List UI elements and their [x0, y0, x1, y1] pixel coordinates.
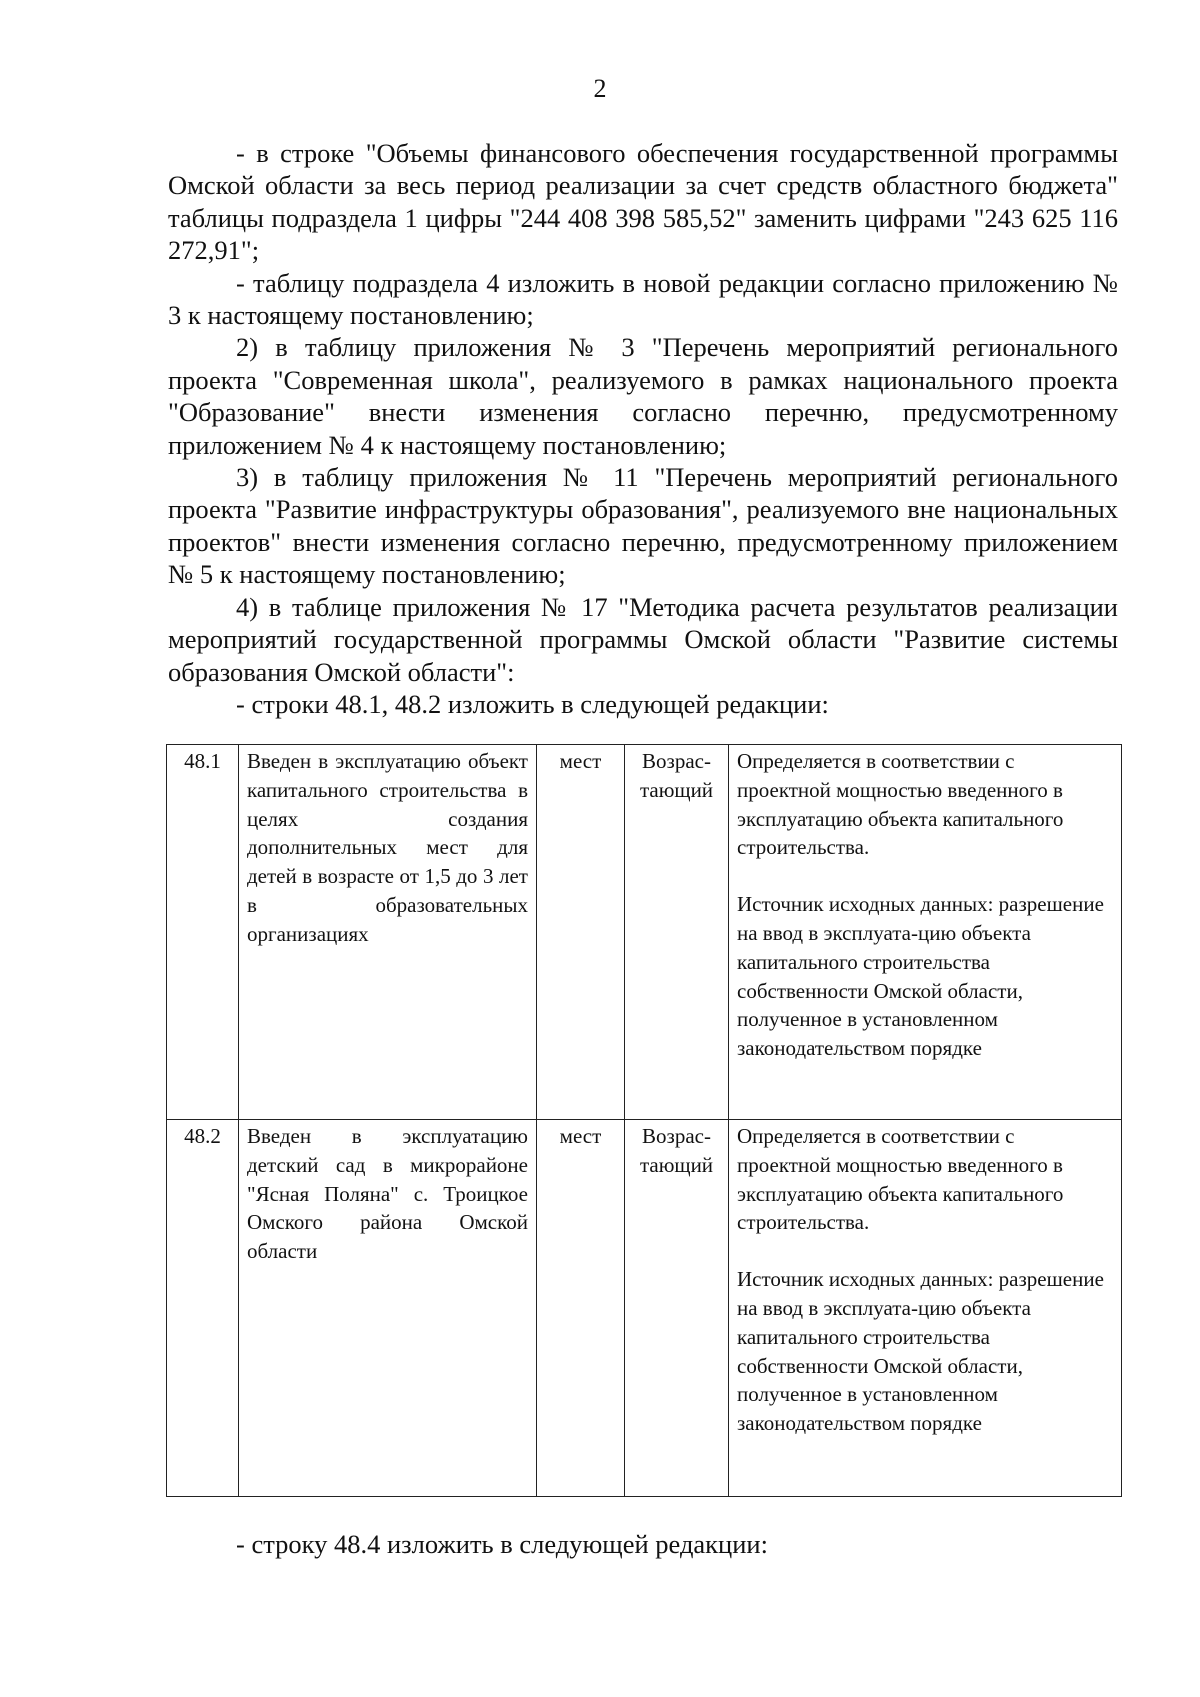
page-number: 2 — [593, 74, 607, 103]
row-number: 48.2 — [167, 1120, 239, 1497]
body-text — [168, 137, 1118, 720]
table-row — [167, 1120, 1122, 1497]
description-gap — [737, 862, 1113, 890]
paragraph-6: - строки 48.1, 48.2 изложить в следующей редакции: — [236, 688, 829, 719]
row-unit: мест — [537, 1120, 625, 1497]
row-direction: Возрас-тающий — [625, 1120, 729, 1497]
table-row — [167, 745, 1122, 1120]
row-direction: Возрас-тающий — [625, 745, 729, 1120]
row-description — [729, 1120, 1122, 1497]
results-table — [166, 744, 1122, 1497]
description-method: Определяется в соответствии с проектной мощностью введенного в эксплуатацию объекта капитального строительства. — [737, 1124, 1064, 1235]
description-source: Источник исходных данных: разрешение на ввод в эксплуата-цию объекта капитального строительства собственности Омской области, полученное в установленном законодательством порядке — [737, 892, 1104, 1061]
description-method: Определяется в соответствии с проектной мощностью введенного в эксплуатацию объекта капитального строительства. — [737, 749, 1064, 860]
paragraph-2: - таблицу подраздела 4 изложить в новой редакции согласно приложению № 3 к настоящему постановлению; — [168, 267, 1118, 331]
description-source: Источник исходных данных: разрешение на ввод в эксплуата-цию объекта капитального строительства собственности Омской области, полученное в установленном законодательством порядке — [737, 1267, 1104, 1436]
row-unit: мест — [537, 745, 625, 1120]
paragraph-1: - в строке "Объемы финансового обеспечения государственной программы Омской области за весь период реализации за счет средств областного бюджета" таблицы подраздела 1 цифры "244 408 398 585,52" заменить цифрами "243 625 116 272,91"; — [168, 138, 1118, 266]
paragraph-4: 3) в таблицу приложения № 11 "Перечень мероприятий регионального проекта "Развитие инфраструктуры образования", реализуемого вне национальных проектов" внести изменения согласно перечню, предусмотренному приложением № 5 к настоящему постановлению; — [168, 462, 1118, 590]
paragraph-3: 2) в таблицу приложения № 3 "Перечень мероприятий регионального проекта "Современная школа", реализуемого в рамках национального проекта "Образование" внести изменения согласно перечню, предусмотренному приложением № 4 к настоящему постановлению; — [168, 332, 1118, 460]
footer-paragraph: - строку 48.4 изложить в следующей редакции: — [236, 1529, 768, 1559]
paragraph-5: 4) в таблице приложения № 17 "Методика расчета результатов реализации мероприятий государственной программы Омской области "Развитие системы образования Омской области": — [168, 591, 1118, 687]
row-name: Введен в эксплуатацию детский сад в микрорайоне "Ясная Поляна" с. Троицкое Омского района Омской области — [239, 1120, 537, 1497]
row-name: Введен в эксплуатацию объект капитального строительства в целях создания дополнительных мест для детей в возрасте от 1,5 до 3 лет в образовательных организациях — [239, 745, 537, 1120]
row-number: 48.1 — [167, 745, 239, 1120]
description-gap — [737, 1237, 1113, 1265]
row-description — [729, 745, 1122, 1120]
